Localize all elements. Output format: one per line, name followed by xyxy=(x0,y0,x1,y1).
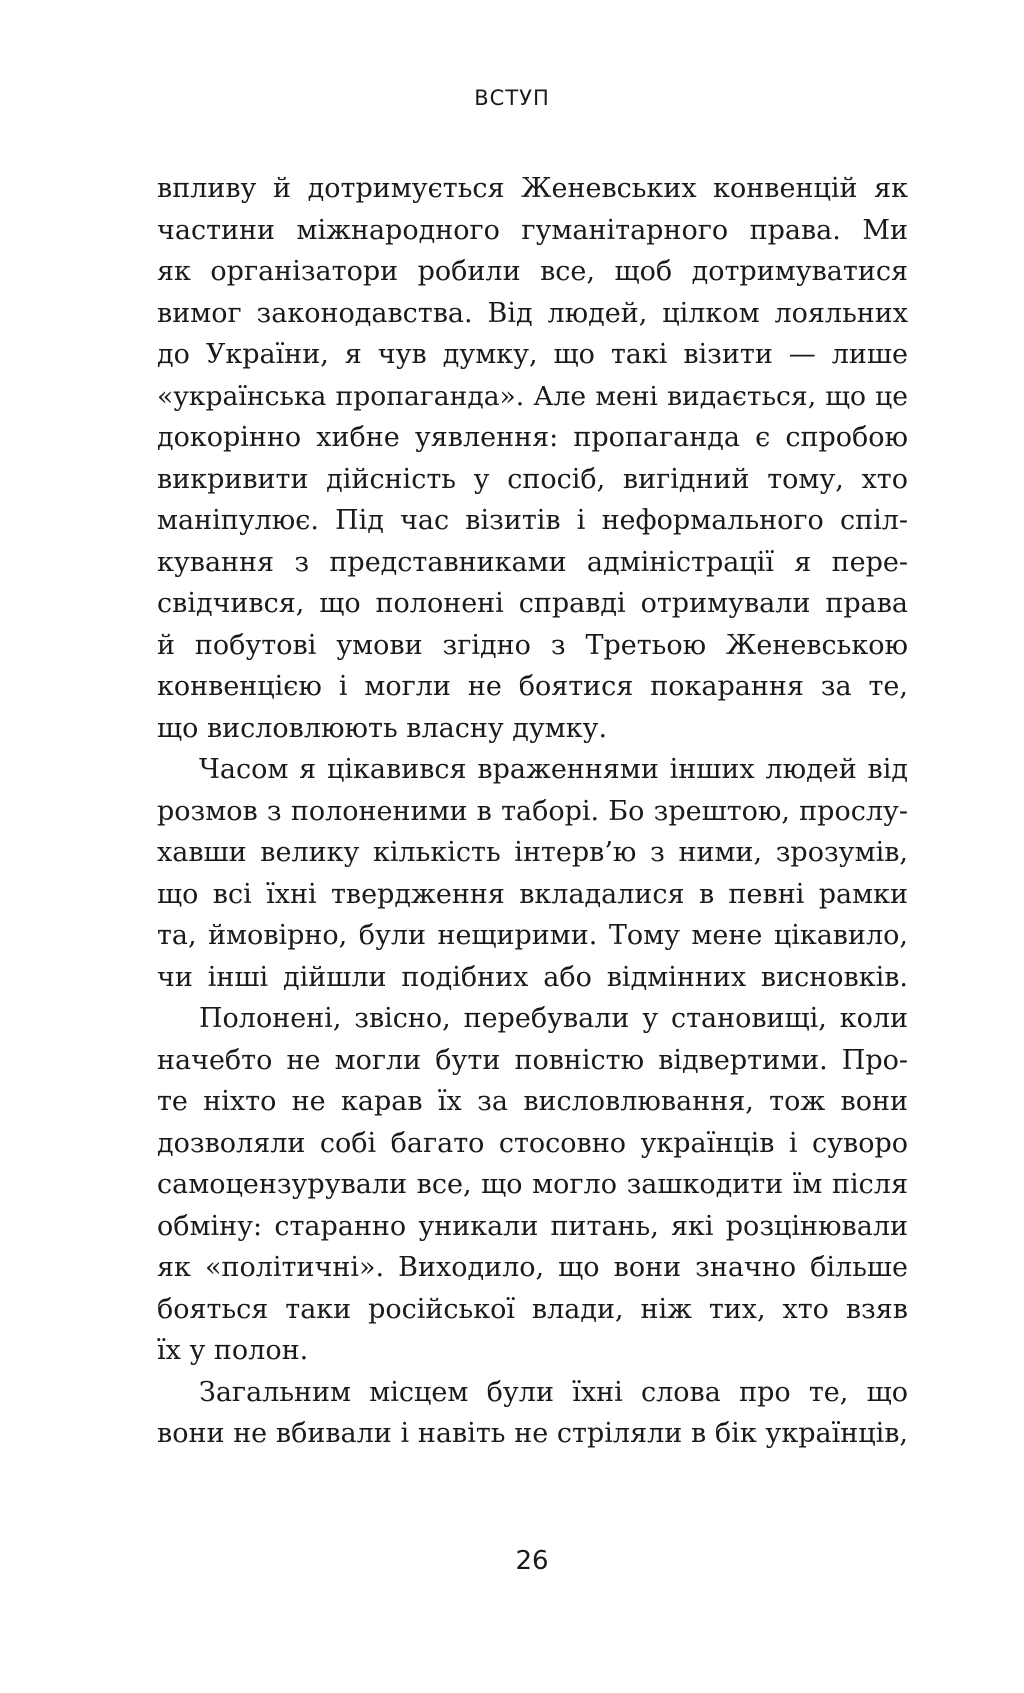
paragraph xyxy=(157,168,908,749)
running-header: ВСТУП xyxy=(474,86,550,110)
text-line: до України, я чув думку, що такі візити — лише xyxy=(157,339,908,370)
text-line: обміну: старанно уникали питань, які розцінювали xyxy=(157,1210,908,1242)
text-line: докорінно хибне уявлення: пропаганда є спробою xyxy=(157,422,908,453)
text-line: чи інші дійшли подібних або відмінних висновків. xyxy=(157,961,908,993)
paragraph xyxy=(157,1372,908,1455)
text-line: та, ймовірно, були нещирими. Тому мене цікавило, xyxy=(157,920,908,951)
text-line: Загальним місцем були їхні слова про те, що xyxy=(199,1376,908,1408)
page-number: 26 xyxy=(515,1546,549,1576)
text-line: впливу й дотримується Женевських конвенцій як xyxy=(157,173,908,204)
text-line: свідчився, що полонені справді отримували права xyxy=(157,588,908,619)
text-line: вони не вбивали і навіть не стріляли в бік українців, xyxy=(157,1418,908,1449)
text-line: начебто не могли бути повністю відвертими. Про- xyxy=(157,1044,908,1076)
paragraph xyxy=(157,998,908,1372)
body-text xyxy=(157,168,908,1455)
text-line: їх у полон. xyxy=(157,1335,309,1366)
text-line: як «політичні». Виходило, що вони значно більше xyxy=(157,1252,908,1283)
text-line: частини міжнародного гуманітарного права. Ми xyxy=(157,214,908,246)
text-line: вимог законодавства. Від людей, цілком лояльних xyxy=(157,297,908,329)
text-line: що всі їхні твердження вкладалися в певні рамки xyxy=(157,878,908,910)
text-line: «українська пропаганда». Але мені видається, що це xyxy=(157,380,908,412)
text-line: як організатори робили все, щоб дотримуватися xyxy=(157,256,908,287)
text-line: кування з представниками адміністрації я пере- xyxy=(157,546,908,578)
text-line: Полонені, звісно, перебували у становищі, коли xyxy=(199,1003,908,1034)
text-line: те ніхто не карав їх за висловлювання, тож вони xyxy=(157,1086,908,1117)
text-line: самоцензурували все, що могло зашкодити їм після xyxy=(157,1169,908,1200)
text-line: Часом я цікавився враженнями інших людей від xyxy=(199,754,908,785)
text-line: що висловлюють власну думку. xyxy=(157,712,608,744)
paragraph xyxy=(157,749,908,998)
text-line: розмов з полоненими в таборі. Бо зрештою, прослу- xyxy=(157,795,908,827)
text-line: бояться таки російської влади, ніж тих, хто взяв xyxy=(157,1293,908,1325)
text-line: викривити дійсність у спосіб, вигідний тому, хто xyxy=(157,463,908,495)
text-line: конвенцією і могли не боятися покарання за те, xyxy=(157,671,908,702)
text-line: маніпулює. Під час візитів і неформального спіл- xyxy=(157,505,908,536)
text-line: дозволяли собі багато стосовно українців і суворо xyxy=(157,1127,908,1159)
text-line: й побутові умови згідно з Третьою Женевською xyxy=(157,629,908,661)
text-line: хавши велику кількість інтерв’ю з ними, зрозумів, xyxy=(157,837,908,868)
